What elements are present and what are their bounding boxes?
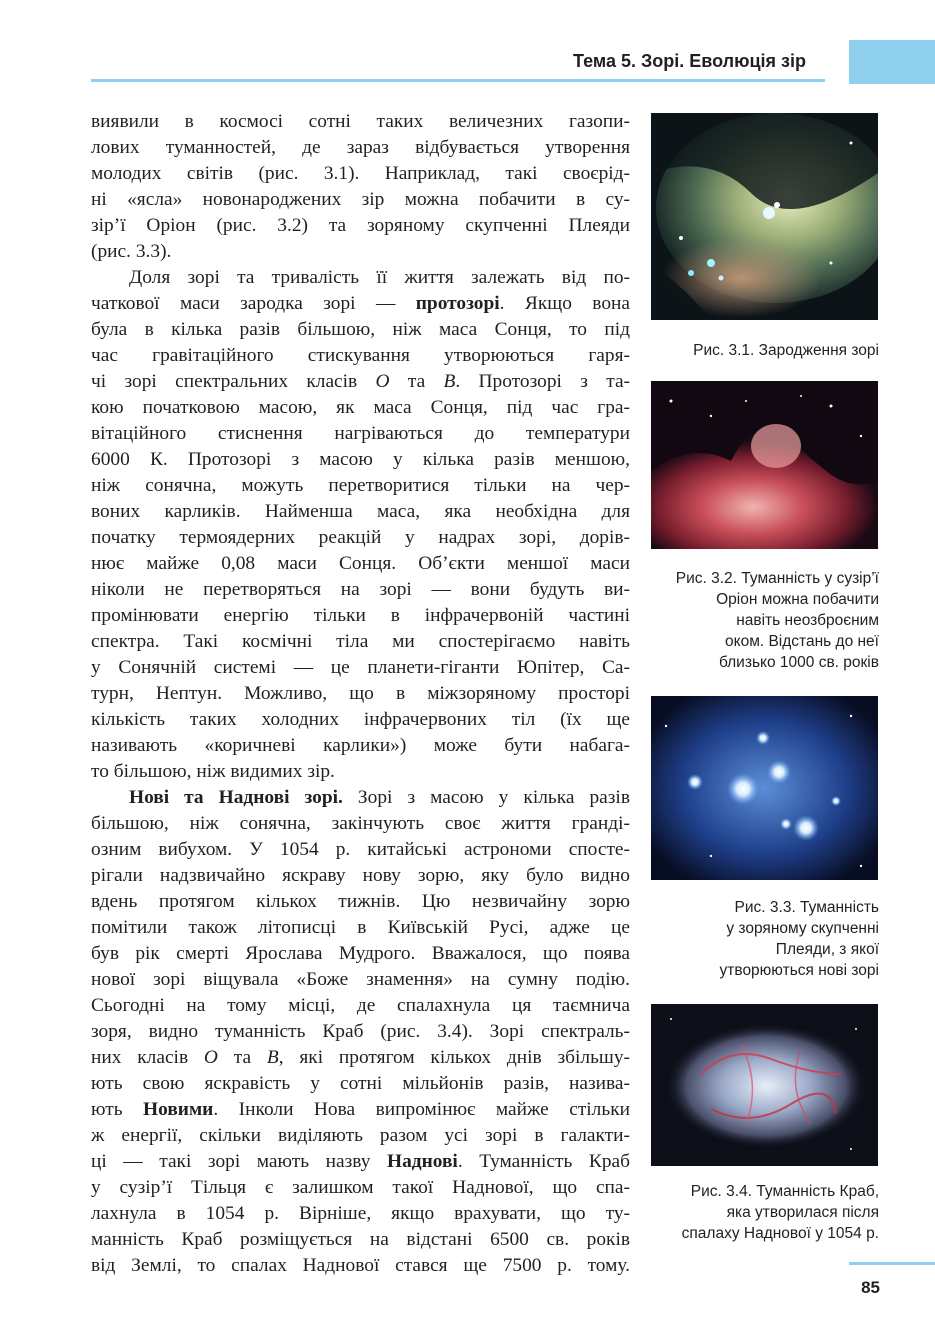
figure-caption: Рис. 3.1. Зародження зорі <box>693 342 879 359</box>
text-line: ці — такі зорі мають назву Наднові. Туманність Краб <box>91 1151 630 1172</box>
nebula-image <box>651 113 878 320</box>
text-line: зоря, видно туманність Краб (рис. 3.4). Зорі спектраль- <box>91 1021 630 1042</box>
text-line: 6000 К. Протозорі з масою у кілька разів меншою, <box>91 449 630 470</box>
text-line: у сузір’ї Тільця є залишком такої Наднової, що спа- <box>91 1177 630 1198</box>
page-number: 85 <box>861 1278 880 1297</box>
text-line: був рік смерті Ярослава Мудрого. Вважалося, що поява <box>91 943 630 964</box>
main-text-column <box>91 109 630 1279</box>
figure-caption: Рис. 3.4. Туманність Краб, яка утворилася після спалаху Наднової у 1054 р. <box>681 1183 879 1242</box>
text-line: лахнула в 1054 р. Вірніше, якщо врахувати, що ту- <box>91 1203 630 1224</box>
text-line: Доля зорі та тривалість її життя залежать від по- <box>129 267 630 288</box>
text-line: більшою, ніж сонячна, закінчують своє життя гранді- <box>91 813 630 834</box>
text-line: озним вибухом. У 1054 р. китайські астрономи спосте- <box>91 839 630 860</box>
text-line: рігали надзвичайно яскраву нову зорю, яку було видно <box>91 865 630 886</box>
text-line: час гравітаційного стискування утворюються гаря- <box>91 345 630 366</box>
text-line: турн, Нептун. Можливо, що в міжзоряному просторі <box>91 683 630 704</box>
text-line: ж енергії, скільки виділяють разом усі зорі в галакти- <box>91 1125 630 1146</box>
nebula-image <box>651 1004 878 1166</box>
text-line: у Сонячній системі — це планети-гіганти Юпітер, Са- <box>91 657 630 678</box>
figure-caption: Рис. 3.3. Туманність у зоряному скупченні Плеяди, з якої утворюються нові зорі <box>719 899 879 979</box>
text-line: ють Новими. Інколи Нова випромінює майже стільки <box>91 1099 630 1120</box>
footer-rule <box>849 1262 935 1265</box>
text-line: кою початковою масою, як маса Сонця, під час гра- <box>91 397 630 418</box>
nebula-image <box>651 381 878 549</box>
text-line: кількість таких холодних інфрачервоних тіл (їх ще <box>91 709 630 730</box>
text-line: нює майже 0,08 маси Сонця. Об’єкти меншої маси <box>91 553 630 574</box>
figure-orion-nebula-image <box>651 381 878 549</box>
section-heading-novae: Нові та Наднові зорі. <box>129 787 343 808</box>
text-line: спектра. Такі космічні тіла ми спостерігаємо навіть <box>91 631 630 652</box>
text-line: ні «ясла» новонароджених зір можна побачити в су- <box>91 189 630 210</box>
page-header-title: Тема 5. Зорі. Еволюція зір <box>573 51 806 71</box>
text-line: була в кілька разів більшою, ніж маса Сонця, то під <box>91 319 630 340</box>
text-line: то більшою, ніж видимих зір. <box>91 761 335 782</box>
term-novae: Новими <box>143 1099 214 1120</box>
star-cluster-image <box>651 696 878 880</box>
text-line: (рис. 3.3). <box>91 241 172 262</box>
text-line: лових туманностей, де зараз відбувається утворення <box>91 137 630 158</box>
text-line: вдень протягом кількох тижнів. Цю незвичайну зорю <box>91 891 630 912</box>
text-line: Сьогодні на тому місці, де спалахнула ця таємнича <box>91 995 630 1016</box>
text-line: них класів O та B, які протягом кількох днів збільшу- <box>91 1047 631 1068</box>
text-line: вітаційного стиснення нагріваються до температури <box>91 423 630 444</box>
text-line: називають «коричневі карлики») може бути набага- <box>91 735 630 756</box>
text-line: чаткової маси зародка зорі — протозорі. Якщо вона <box>91 293 630 314</box>
text-line: початку термоядерних реакцій у надрах зорі, дорів- <box>91 527 630 548</box>
figure-crab-nebula-image <box>651 1004 878 1166</box>
text-line: від Землі, то спалах Наднової стався ще 7500 р. тому. <box>91 1255 630 1276</box>
text-line: ють свою яскравість у сотні мільйонів разів, назива- <box>91 1073 630 1094</box>
text-line: нової зорі віщувала «Боже знамення» на сумну подію. <box>91 969 630 990</box>
text-line: воних карликів. Найменша маса, яка необхідна для <box>91 501 630 522</box>
term-supernovae: Наднові <box>386 1151 458 1172</box>
term-protostar: протозорі <box>415 293 500 314</box>
text-line: помітили також літописці в Київській Русі, адже це <box>91 917 630 938</box>
text-line: ніж сонячна, можуть перетворитися тільки на чер- <box>91 475 630 496</box>
text-line: промінювати енергію тільки в інфрачервоній частині <box>91 605 630 626</box>
figure-caption: Рис. 3.2. Туманність у сузір’ї Оріон можна побачити навіть неозброєним оком. Відстань до неї близько 1000 св. років <box>675 570 879 671</box>
text-line: зір’ї Оріон (рис. 3.2) та зоряному скупченні Плеяди <box>91 215 630 236</box>
figure-pleiades-image <box>651 696 878 880</box>
paragraph-2 <box>91 265 630 785</box>
text-line: ніколи не перетворяться на зорі — вони будуть ви- <box>91 579 630 600</box>
paragraph-1 <box>91 109 630 265</box>
header-accent-block <box>849 40 935 84</box>
text-line: манність Краб розміщується на відстані 6500 св. років <box>91 1229 630 1250</box>
paragraph-3 <box>91 785 630 1279</box>
text-line: молодих світів (рис. 3.1). Наприклад, такі своєрід- <box>91 163 630 184</box>
figure-star-birth-image <box>651 113 878 320</box>
text-line: Нові та Наднові зорі. Зорі з масою у кілька разів <box>129 787 630 808</box>
text-line: чі зорі спектральних класів O та B. Протозорі з та- <box>91 371 631 392</box>
header-rule <box>91 79 825 82</box>
text-line: виявили в космосі сотні таких величезних газопи- <box>91 111 630 132</box>
